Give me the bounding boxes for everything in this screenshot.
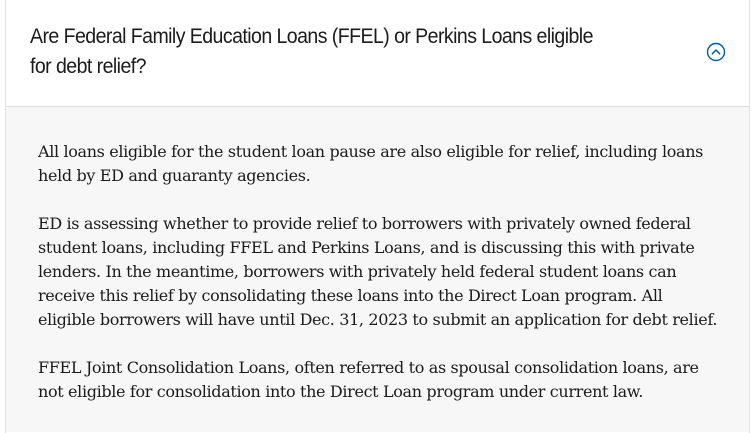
faq-accordion	[5, 0, 750, 433]
question-title[interactable]: Are Federal Family Education Loans (FFEL) or Perkins Loans eligible for debt relief?	[30, 25, 593, 78]
accordion-body	[6, 107, 749, 432]
accordion-header[interactable]	[6, 0, 749, 107]
answer-paragraph-1: All loans eligible for the student loan pause are also eligible for relief, including loans held by ED and guaranty agencies.	[38, 142, 704, 185]
answer-paragraph-2: ED is assessing whether to provide relief to borrowers with privately owned federal student loans, including FFEL and Perkins Loans, and is discussing this with private lenders. In the meantime, borrowers with privately held federal student loans can receive this relief by consolidating these loans into the Direct Loan program. All eligible borrowers will have until Dec. 31, 2023 to submit an application for debt relief.	[38, 214, 718, 329]
answer-paragraph-3: FFEL Joint Consolidation Loans, often referred to as spousal consolidation loans, are not eligible for consolidation into the Direct Loan program under current law.	[38, 358, 699, 401]
chevron-up-circle-icon[interactable]	[706, 42, 726, 62]
